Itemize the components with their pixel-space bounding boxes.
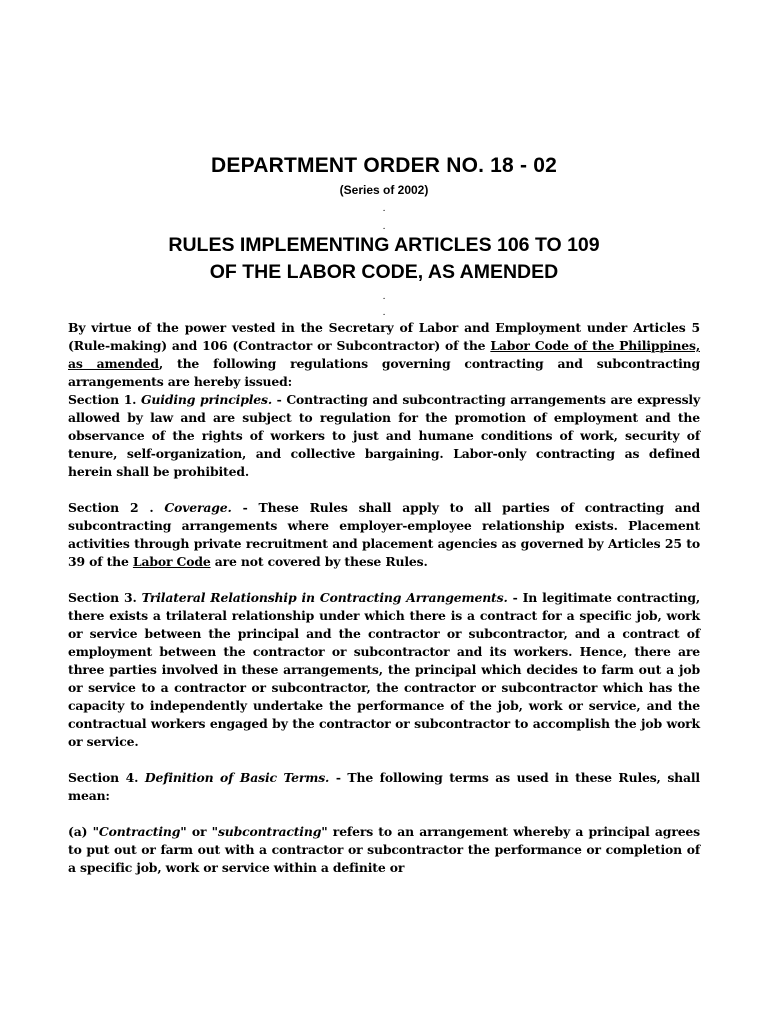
defined-term: "subcontracting" bbox=[211, 824, 328, 839]
section-heading: Trilateral Relationship in Contracting Arrangements. bbox=[141, 590, 508, 605]
section-1 bbox=[68, 391, 700, 481]
labor-code-link[interactable]: Labor Code bbox=[132, 554, 211, 569]
definition-conjunction: or bbox=[186, 824, 212, 839]
document-body bbox=[68, 319, 700, 877]
section-label: Section 1. bbox=[68, 392, 141, 407]
defined-term: "Contracting" bbox=[92, 824, 187, 839]
section-heading: Coverage. bbox=[164, 500, 232, 515]
document-subtitle bbox=[0, 232, 768, 286]
section-4 bbox=[68, 769, 700, 805]
separator-dot: . bbox=[382, 204, 386, 214]
definition-label: (a) bbox=[68, 824, 93, 839]
section-text: - The following terms as used in these Rules, shall mean: bbox=[68, 770, 700, 803]
section-label: Section 3. bbox=[68, 590, 142, 605]
separator-dot: . bbox=[382, 222, 386, 232]
preamble-text: By virtue of the power vested in the Secretary of Labor and Employment under Articles 5 (Rule-making) and 106 (Contractor or Subcontractor) of the bbox=[68, 320, 700, 353]
section-text: - These Rules shall apply to all parties of contracting and subcontracting arrangements where employer-employee relationship exists. Placement activities through private recruitment and placement agencies as governed by Articles 25 to 39 of the bbox=[68, 500, 701, 569]
definition-a bbox=[68, 823, 700, 877]
section-label: Section 2 . bbox=[68, 500, 165, 515]
labor-code-link[interactable]: Labor Code of the Philippines, as amended bbox=[68, 338, 700, 371]
section-text: - In legitimate contracting, there exists a trilateral relationship under which there is a contract for a specific job, work or service between the principal and the contractor or subcontractor, and a contract of employment between the contractor or subcontractor and its workers. Hence, there are three parties involved in these arrangements, the principal which decides to farm out a job or service to a contractor or subcontractor, the contractor or subcontractor which has the capacity to independently undertake the performance of the job, work or service, and the contractual workers engaged by the contractor or subcontractor to accomplish the job work or service. bbox=[68, 590, 700, 749]
section-heading: Guiding principles. bbox=[141, 392, 273, 407]
section-3 bbox=[68, 589, 700, 751]
series-note: (Series of 2002) bbox=[339, 183, 429, 197]
preamble-paragraph bbox=[68, 319, 700, 391]
separator-dot: . bbox=[382, 308, 386, 318]
section-text: - Contracting and subcontracting arrangements are expressly allowed by law and are subject to regulation for the promotion of employment and the observance of the rights of workers to just and humane conditions of work, security of tenure, self-organization, and collective bargaining. Labor-only contracting as defined herein shall be prohibited. bbox=[68, 392, 701, 479]
section-heading: Definition of Basic Terms. bbox=[144, 770, 330, 785]
subtitle-line-2: OF THE LABOR CODE, AS AMENDED bbox=[209, 261, 559, 283]
separator-dot: . bbox=[382, 292, 386, 302]
section-2 bbox=[68, 499, 700, 571]
section-label: Section 4. bbox=[68, 770, 145, 785]
preamble-text: , the following regulations governing contracting and subcontracting arrangements are hereby issued: bbox=[68, 356, 701, 389]
document-title: DEPARTMENT ORDER NO. 18 - 02 bbox=[211, 154, 557, 177]
definition-text: refers to an arrangement whereby a principal agrees to put out or farm out with a contractor or subcontractor the performance or completion of a specific job, work or service within a definite or bbox=[68, 824, 700, 875]
subtitle-line-1: RULES IMPLEMENTING ARTICLES 106 TO 109 bbox=[168, 234, 600, 256]
section-text: are not covered by these Rules. bbox=[210, 554, 428, 569]
